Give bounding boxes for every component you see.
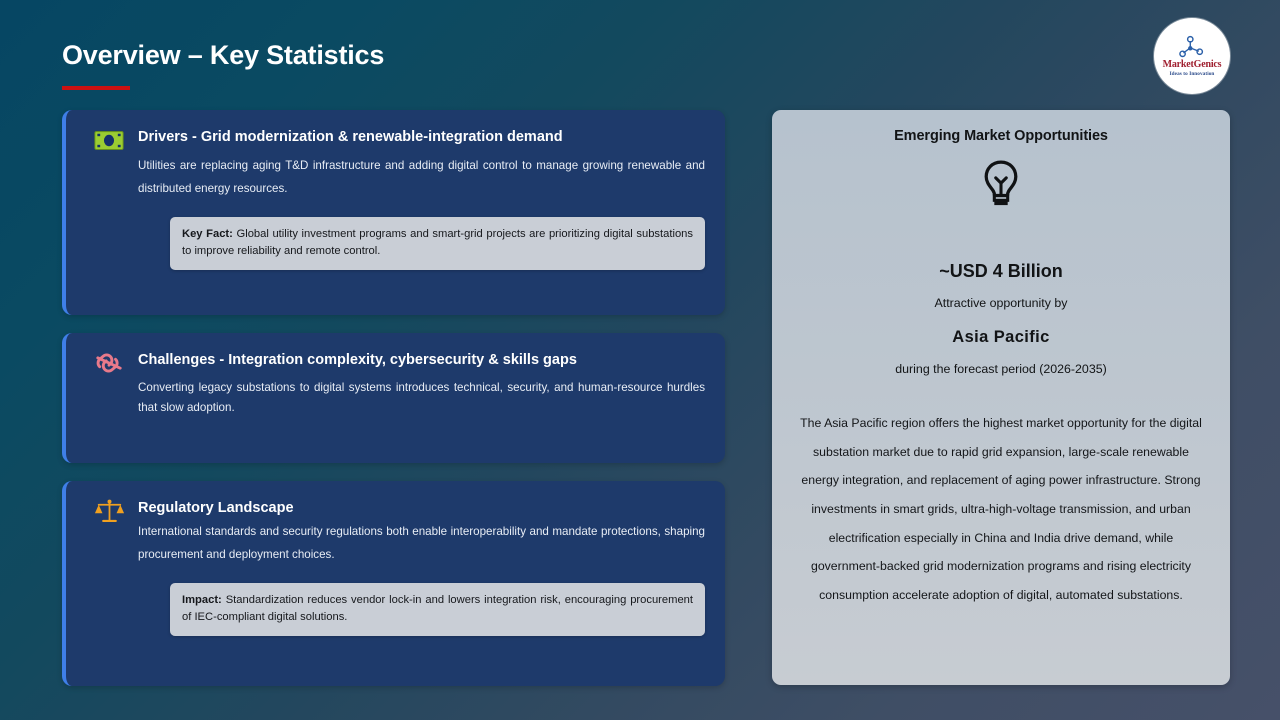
card-description: International standards and security regulations both enable interoperability and mandate protections, shaping procurement and deployment choices.	[138, 525, 705, 561]
card-content	[138, 126, 705, 200]
card-callout	[170, 217, 705, 270]
panel-paragraph: The Asia Pacific region offers the highest market opportunity for the digital substation market due to rapid grid expansion, large-scale renewable energy integration, and replacement of aging power infrastructure. Strong investments in smart grids, ultra-high-voltage transmission, and urban electrification especially in China and India drive demand, while government-backed grid modernization programs and rising electricity consumption accelerate adoption of digital, automated substations.	[800, 416, 1202, 602]
card-header	[92, 126, 705, 200]
card-description: Converting legacy substations to digital systems introduces technical, security, and human-resource hurdles that slow adoption.	[138, 381, 705, 415]
logo-tagline: Ideas to Innovation	[1169, 70, 1215, 77]
card-content	[138, 349, 705, 419]
title-underline-rule	[62, 86, 130, 90]
broken-link-icon	[92, 346, 126, 380]
card-title: Drivers - Grid modernization & renewable-integration demand	[138, 129, 563, 145]
card-drivers[interactable]	[62, 110, 725, 315]
callout-label: Impact:	[182, 594, 222, 607]
panel-title: Emerging Market Opportunities	[894, 128, 1108, 144]
callout-label: Key Fact:	[182, 228, 233, 241]
brand-logo[interactable]	[1154, 18, 1230, 94]
card-content	[138, 497, 705, 566]
forecast-period: during the forecast period (2026-2035)	[895, 362, 1107, 376]
network-nodes-icon	[1179, 35, 1205, 59]
card-regulatory-landscape[interactable]	[62, 481, 725, 686]
card-header	[92, 349, 705, 419]
balance-scales-icon	[92, 494, 126, 528]
card-title: Regulatory Landscape	[138, 500, 294, 516]
card-title: Challenges - Integration complexity, cybersecurity & skills gaps	[138, 352, 577, 368]
card-description: Utilities are replacing aging T&D infrastructure and adding digital control to manage growing renewable and distributed energy resources.	[138, 159, 705, 195]
emerging-market-opportunities-panel	[772, 110, 1230, 685]
callout-text: Global utility investment programs and smart-grid projects are prioritizing digital substations to improve reliability and remote control.	[182, 228, 693, 258]
opportunity-subtitle: Attractive opportunity by	[934, 296, 1068, 310]
opportunity-value: ~USD 4 Billion	[939, 261, 1063, 281]
callout-text: Standardization reduces vendor lock-in and lowers integration risk, encouraging procurement of IEC-compliant digital solutions.	[182, 594, 694, 624]
logo-brand-name: MarketGenics	[1162, 59, 1222, 71]
card-challenges[interactable]	[62, 333, 725, 463]
card-callout	[170, 583, 705, 636]
page-title: Overview – Key Statistics	[62, 40, 385, 70]
opportunity-region: Asia Pacific	[952, 328, 1050, 346]
lightbulb-icon	[790, 159, 1212, 213]
money-banknote-icon	[92, 123, 126, 157]
key-statistics-card-list	[62, 110, 725, 704]
card-header	[92, 497, 705, 566]
